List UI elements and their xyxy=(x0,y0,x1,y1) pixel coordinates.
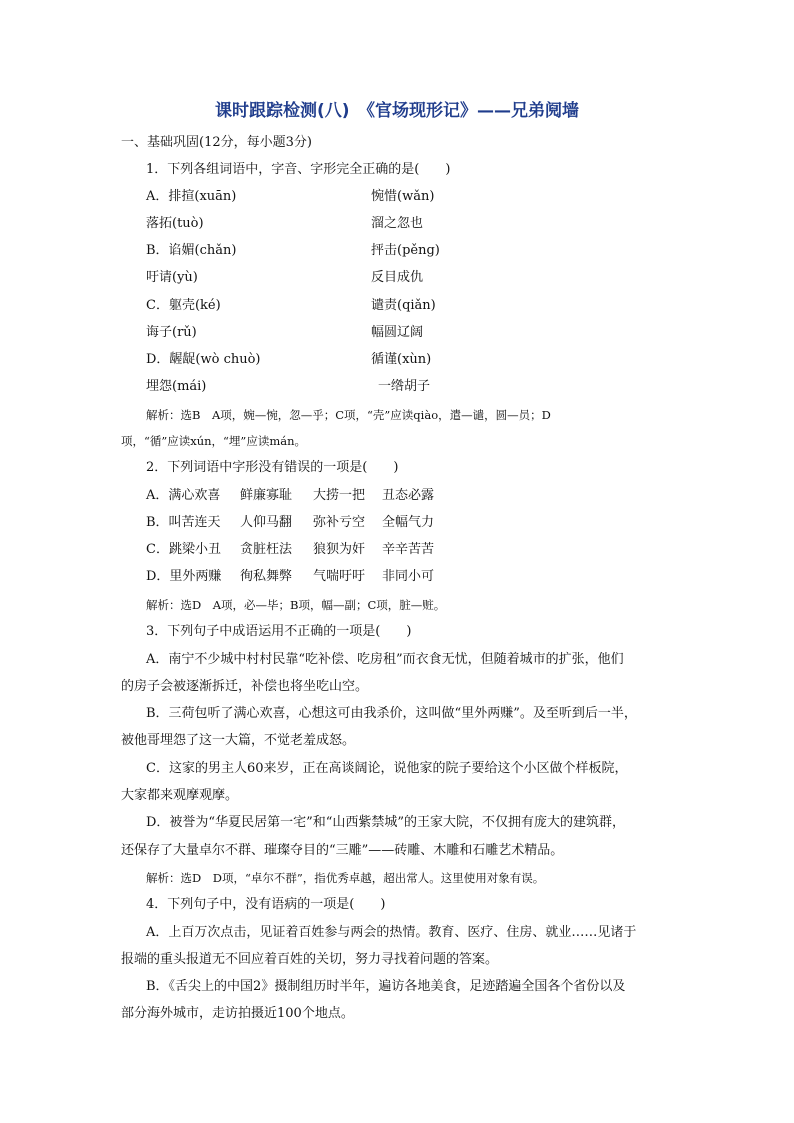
q2-option-d-word-2: 徇私舞弊 xyxy=(240,569,293,584)
question-1-stem: 1．下列各组词语中，字音、字形完全正确的是( ) xyxy=(146,162,451,177)
q1-option-c-word-3: 诲子(rǔ) xyxy=(146,325,197,340)
q2-option-b-word-4: 全幅气力 xyxy=(382,515,435,530)
q1-analysis-line-2: 项，“循”应读xún，“埋”应读mán。 xyxy=(121,434,306,448)
q2-option-b-word-2: 人仰马翻 xyxy=(240,515,293,530)
q2-option-c-word-1: C．跳梁小丑 xyxy=(146,542,221,557)
q2-option-b-word-3: 弥补亏空 xyxy=(313,515,366,530)
q2-option-c-word-3: 狼狈为奸 xyxy=(313,542,366,557)
q4-option-b-line-1: B．《舌尖上的中国2》摄制组历时半年，遍访各地美食，足迹踏遍全国各个省份以及 xyxy=(146,979,626,994)
q2-option-b-word-1: B．叫苦连天 xyxy=(146,515,221,530)
q3-option-a-line-2: 的房子会被逐渐拆迁，补偿也将坐吃山空。 xyxy=(121,679,369,694)
q1-option-a-word-1: A．排揎(xuān) xyxy=(146,189,237,204)
q3-option-a-line-1: A．南宁不少城中村村民靠“吃补偿、吃房租”而衣食无忧，但随着城市的扩张，他们 xyxy=(146,652,624,667)
q1-option-c-word-1: C．躯壳(ké) xyxy=(146,298,221,313)
q3-option-b-line-1: B．三荷包听了满心欢喜，心想这可由我杀价，这叫做“里外两赚”。及至听到后一半， xyxy=(146,706,637,721)
page-title: 课时跟踪检测(八) 《官场现形记》——兄弟阋墙 xyxy=(214,101,580,121)
q1-option-b-word-3: 吁请(yù) xyxy=(146,270,198,285)
q2-option-c-word-2: 贪脏枉法 xyxy=(240,542,293,557)
q2-option-a-word-4: 丑态必露 xyxy=(382,488,435,503)
q1-option-d-word-1: D．龌龊(wò chuò) xyxy=(146,352,261,367)
q1-option-c-word-2: 谴责(qiǎn) xyxy=(371,298,436,313)
q1-analysis-line-1: 解析：选B A项，婉—惋，忽—乎；C项，“壳”应读qiào，遣—谴，圆—员；D xyxy=(146,408,551,422)
section-heading: 一、基础巩固(12分，每小题3分) xyxy=(121,135,312,150)
q2-option-a-word-3: 大捞一把 xyxy=(313,488,366,503)
q1-option-d-word-2: 循谨(xùn) xyxy=(371,352,432,367)
q2-option-d-word-3: 气喘吁吁 xyxy=(313,569,366,584)
q1-option-b-word-2: 抨击(pěng) xyxy=(371,243,440,258)
q3-analysis: 解析：选D D项，“卓尔不群”，指优秀卓越，超出常人。这里使用对象有误。 xyxy=(146,871,545,885)
q1-option-a-word-3: 落拓(tuò) xyxy=(146,216,204,231)
q4-option-a-line-2: 报端的重头报道无不回应着百姓的关切，努力寻找着问题的答案。 xyxy=(121,952,499,967)
q1-option-a-word-4: 溜之忽也 xyxy=(371,216,424,231)
q2-analysis: 解析：选D A项，必—毕；B项，幅—副；C项，脏—赃。 xyxy=(146,598,446,612)
q1-option-a-word-2: 惋惜(wǎn) xyxy=(371,189,435,204)
q2-option-d-word-1: D．里外两赚 xyxy=(146,569,222,584)
q1-option-d-word-4: 一绺胡子 xyxy=(378,379,431,394)
q3-option-d-line-2: 还保存了大量卓尔不群、璀璨夺目的“三雕”——砖雕、木雕和石雕艺术精品。 xyxy=(121,843,564,858)
q1-option-d-word-3: 埋怨(mái) xyxy=(146,379,207,394)
question-3-stem: 3．下列句子中成语运用不正确的一项是( ) xyxy=(146,624,412,639)
q4-option-b-line-2: 部分海外城市，走访拍摄近100个地点。 xyxy=(121,1006,354,1021)
q3-option-c-line-2: 大家都来观摩观摩。 xyxy=(121,788,239,803)
q4-option-a-line-1: A．上百万次点击，见证着百姓参与两会的热情。教育、医疗、住房、就业……见诸于 xyxy=(146,925,637,940)
q1-option-b-word-4: 反目成仇 xyxy=(371,270,424,285)
q3-option-d-line-1: D．被誉为“华夏民居第一宅”和“山西紫禁城”的王家大院，不仅拥有庞大的建筑群， xyxy=(146,815,626,830)
q3-option-c-line-1: C．这家的男主人60来岁，正在高谈阔论，说他家的院子要给这个小区做个样板院， xyxy=(146,761,628,776)
q2-option-d-word-4: 非同小可 xyxy=(382,569,435,584)
q2-option-a-word-2: 鲜廉寡耻 xyxy=(240,488,293,503)
q2-option-a-word-1: A．满心欢喜 xyxy=(146,488,221,503)
q1-option-c-word-4: 幅圆辽阔 xyxy=(371,325,424,340)
question-4-stem: 4．下列句子中，没有语病的一项是( ) xyxy=(146,897,386,912)
question-2-stem: 2．下列词语中字形没有错误的一项是( ) xyxy=(146,460,399,475)
q2-option-c-word-4: 辛辛苦苦 xyxy=(382,542,435,557)
q3-option-b-line-2: 被他哥埋怨了这一大篇，不觉老羞成怒。 xyxy=(121,733,356,748)
q1-option-b-word-1: B．谄媚(chǎn) xyxy=(146,243,237,258)
